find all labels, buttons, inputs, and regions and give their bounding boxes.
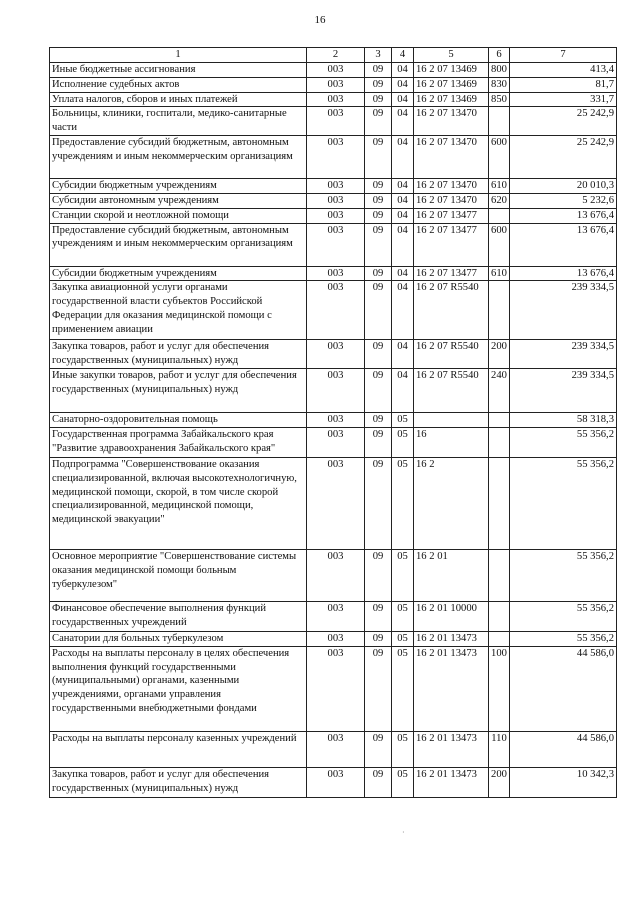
amount: 81,7	[510, 77, 617, 92]
amount: 13 676,4	[510, 208, 617, 223]
target-article-code: 16 2 01 13473	[414, 632, 489, 647]
table-row	[50, 223, 617, 266]
expense-type-code: 200	[489, 340, 510, 369]
amount: 55 356,2	[510, 428, 617, 458]
subsection-code: 05	[392, 550, 414, 602]
target-article-code	[414, 413, 489, 428]
expense-type-code	[489, 632, 510, 647]
expense-type-code: 830	[489, 77, 510, 92]
ved-code: 003	[307, 223, 365, 266]
expense-type-code	[489, 550, 510, 602]
scan-dot: ·	[402, 828, 405, 837]
header-cell: 5	[414, 48, 489, 63]
expense-type-code: 110	[489, 731, 510, 767]
subsection-code: 04	[392, 63, 414, 78]
item-name: Финансовое обеспечение выполнения функций государственных учреждений	[50, 602, 307, 632]
item-name: Государственная программа Забайкальского края "Развитие здравоохранения Забайкальского края"	[50, 428, 307, 458]
subsection-code: 05	[392, 731, 414, 767]
item-name: Субсидии автономным учреждениям	[50, 194, 307, 209]
subsection-code: 04	[392, 208, 414, 223]
section-code: 09	[365, 632, 392, 647]
subsection-code: 04	[392, 223, 414, 266]
expense-type-code: 850	[489, 92, 510, 107]
item-name: Расходы на выплаты персоналу казенных учреждений	[50, 731, 307, 767]
item-name: Предоставление субсидий бюджетным, автономным учреждениям и иным некоммерческим организациям	[50, 136, 307, 179]
target-article-code: 16 2 01 13473	[414, 646, 489, 731]
ved-code: 003	[307, 458, 365, 550]
item-name: Иные бюджетные ассигнования	[50, 63, 307, 78]
expense-type-code	[489, 107, 510, 136]
expense-type-code: 610	[489, 179, 510, 194]
amount: 25 242,9	[510, 136, 617, 179]
table-row	[50, 266, 617, 281]
target-article-code: 16 2	[414, 458, 489, 550]
subsection-code: 04	[392, 136, 414, 179]
ved-code: 003	[307, 281, 365, 340]
target-article-code: 16 2 07 13477	[414, 266, 489, 281]
amount: 5 232,6	[510, 194, 617, 209]
section-code: 09	[365, 223, 392, 266]
target-article-code: 16 2 07 13477	[414, 223, 489, 266]
subsection-code: 04	[392, 179, 414, 194]
item-name: Закупка товаров, работ и услуг для обеспечения государственных (муниципальных) нужд	[50, 340, 307, 369]
ved-code: 003	[307, 107, 365, 136]
subsection-code: 05	[392, 602, 414, 632]
item-name: Больницы, клиники, госпитали, медико-санитарные части	[50, 107, 307, 136]
amount: 58 318,3	[510, 413, 617, 428]
expense-type-code: 200	[489, 767, 510, 797]
subsection-code: 05	[392, 632, 414, 647]
amount: 44 586,0	[510, 731, 617, 767]
ved-code: 003	[307, 208, 365, 223]
subsection-code: 04	[392, 340, 414, 369]
section-code: 09	[365, 92, 392, 107]
expense-type-code	[489, 458, 510, 550]
target-article-code: 16 2 01 13473	[414, 731, 489, 767]
target-article-code: 16 2 07 R5540	[414, 369, 489, 413]
table-row	[50, 136, 617, 179]
expense-type-code: 100	[489, 646, 510, 731]
ved-code: 003	[307, 340, 365, 369]
target-article-code: 16 2 01	[414, 550, 489, 602]
expense-type-code: 600	[489, 223, 510, 266]
amount: 239 334,5	[510, 369, 617, 413]
table-row	[50, 602, 617, 632]
item-name: Санатории для больных туберкулезом	[50, 632, 307, 647]
subsection-code: 04	[392, 107, 414, 136]
page-number: 16	[314, 14, 326, 26]
section-code: 09	[365, 731, 392, 767]
target-article-code: 16	[414, 428, 489, 458]
table-row	[50, 369, 617, 413]
amount: 20 010,3	[510, 179, 617, 194]
subsection-code: 05	[392, 413, 414, 428]
section-code: 09	[365, 458, 392, 550]
header-cell: 3	[365, 48, 392, 63]
table-row	[50, 92, 617, 107]
amount: 10 342,3	[510, 767, 617, 797]
ved-code: 003	[307, 179, 365, 194]
item-name: Основное мероприятие "Совершенствование системы оказания медицинской помощи больным туберкулезом"	[50, 550, 307, 602]
item-name: Субсидии бюджетным учреждениям	[50, 266, 307, 281]
amount: 55 356,2	[510, 602, 617, 632]
expense-type-code	[489, 281, 510, 340]
expense-type-code	[489, 428, 510, 458]
ved-code: 003	[307, 646, 365, 731]
expense-type-code	[489, 413, 510, 428]
target-article-code: 16 2 07 13470	[414, 107, 489, 136]
ved-code: 003	[307, 77, 365, 92]
ved-code: 003	[307, 731, 365, 767]
section-code: 09	[365, 63, 392, 78]
amount: 331,7	[510, 92, 617, 107]
expense-type-code: 240	[489, 369, 510, 413]
target-article-code: 16 2 07 13470	[414, 136, 489, 179]
header-cell: 1	[50, 48, 307, 63]
table-row	[50, 413, 617, 428]
table-row	[50, 340, 617, 369]
expense-type-code: 610	[489, 266, 510, 281]
item-name: Предоставление субсидий бюджетным, автономным учреждениям и иным некоммерческим организациям	[50, 223, 307, 266]
subsection-code: 04	[392, 369, 414, 413]
amount: 44 586,0	[510, 646, 617, 731]
subsection-code: 05	[392, 646, 414, 731]
target-article-code: 16 2 07 13469	[414, 92, 489, 107]
ved-code: 003	[307, 266, 365, 281]
section-code: 09	[365, 369, 392, 413]
ved-code: 003	[307, 92, 365, 107]
target-article-code: 16 2 07 R5540	[414, 281, 489, 340]
table-row	[50, 632, 617, 647]
section-code: 09	[365, 77, 392, 92]
table-row	[50, 77, 617, 92]
table-row	[50, 63, 617, 78]
amount: 239 334,5	[510, 281, 617, 340]
subsection-code: 05	[392, 458, 414, 550]
ved-code: 003	[307, 194, 365, 209]
amount: 55 356,2	[510, 550, 617, 602]
table-row	[50, 107, 617, 136]
ved-code: 003	[307, 63, 365, 78]
table-row	[50, 194, 617, 209]
item-name: Уплата налогов, сборов и иных платежей	[50, 92, 307, 107]
section-code: 09	[365, 767, 392, 797]
section-code: 09	[365, 208, 392, 223]
section-code: 09	[365, 428, 392, 458]
subsection-code: 05	[392, 767, 414, 797]
item-name: Санаторно-оздоровительная помощь	[50, 413, 307, 428]
section-code: 09	[365, 602, 392, 632]
table-row	[50, 731, 617, 767]
target-article-code: 16 2 07 13470	[414, 179, 489, 194]
section-code: 09	[365, 340, 392, 369]
ved-code: 003	[307, 136, 365, 179]
header-cell: 4	[392, 48, 414, 63]
item-name: Исполнение судебных актов	[50, 77, 307, 92]
item-name: Закупка товаров, работ и услуг для обеспечения государственных (муниципальных) нужд	[50, 767, 307, 797]
amount: 13 676,4	[510, 266, 617, 281]
ved-code: 003	[307, 602, 365, 632]
item-name: Иные закупки товаров, работ и услуг для обеспечения государственных (муниципальных) нужд	[50, 369, 307, 413]
header-cell: 7	[510, 48, 617, 63]
item-name: Закупка авиационной услуги органами государственной власти субъектов Российской Федерации для оказания медицинской помощи с применением авиации	[50, 281, 307, 340]
section-code: 09	[365, 179, 392, 194]
header-cell: 2	[307, 48, 365, 63]
section-code: 09	[365, 281, 392, 340]
ved-code: 003	[307, 632, 365, 647]
table-row	[50, 281, 617, 340]
budget-table	[49, 47, 617, 798]
ved-code: 003	[307, 550, 365, 602]
expense-type-code: 800	[489, 63, 510, 78]
table-row	[50, 179, 617, 194]
target-article-code: 16 2 01 13473	[414, 767, 489, 797]
amount: 55 356,2	[510, 458, 617, 550]
ved-code: 003	[307, 413, 365, 428]
table-row	[50, 646, 617, 731]
ved-code: 003	[307, 767, 365, 797]
subsection-code: 04	[392, 281, 414, 340]
target-article-code: 16 2 07 13469	[414, 77, 489, 92]
header-row	[50, 48, 617, 63]
amount: 25 242,9	[510, 107, 617, 136]
ved-code: 003	[307, 428, 365, 458]
item-name: Подпрограмма "Совершенствование оказания специализированной, включая высокотехнологичную, медицинской помощи, скорой, в том числе скорой специализированной, медицинской помощи, медицинской эвакуации"	[50, 458, 307, 550]
item-name: Станции скорой и неотложной помощи	[50, 208, 307, 223]
section-code: 09	[365, 107, 392, 136]
table-row	[50, 428, 617, 458]
subsection-code: 04	[392, 92, 414, 107]
section-code: 09	[365, 646, 392, 731]
table-row	[50, 767, 617, 797]
table-row	[50, 208, 617, 223]
amount: 413,4	[510, 63, 617, 78]
table-row	[50, 550, 617, 602]
target-article-code: 16 2 07 13469	[414, 63, 489, 78]
section-code: 09	[365, 550, 392, 602]
ved-code: 003	[307, 369, 365, 413]
table-row	[50, 458, 617, 550]
section-code: 09	[365, 266, 392, 281]
subsection-code: 05	[392, 428, 414, 458]
section-code: 09	[365, 413, 392, 428]
subsection-code: 04	[392, 194, 414, 209]
target-article-code: 16 2 07 13477	[414, 208, 489, 223]
target-article-code: 16 2 07 13470	[414, 194, 489, 209]
section-code: 09	[365, 136, 392, 179]
expense-type-code	[489, 208, 510, 223]
target-article-code: 16 2 01 10000	[414, 602, 489, 632]
expense-type-code: 620	[489, 194, 510, 209]
target-article-code: 16 2 07 R5540	[414, 340, 489, 369]
header-cell: 6	[489, 48, 510, 63]
expense-type-code	[489, 602, 510, 632]
amount: 55 356,2	[510, 632, 617, 647]
subsection-code: 04	[392, 77, 414, 92]
subsection-code: 04	[392, 266, 414, 281]
item-name: Субсидии бюджетным учреждениям	[50, 179, 307, 194]
amount: 13 676,4	[510, 223, 617, 266]
item-name: Расходы на выплаты персоналу в целях обеспечения выполнения функций государственными (муниципальными) органами, казенными учреждениями, органами управления государственными внебюджетными фондами	[50, 646, 307, 731]
amount: 239 334,5	[510, 340, 617, 369]
expense-type-code: 600	[489, 136, 510, 179]
section-code: 09	[365, 194, 392, 209]
